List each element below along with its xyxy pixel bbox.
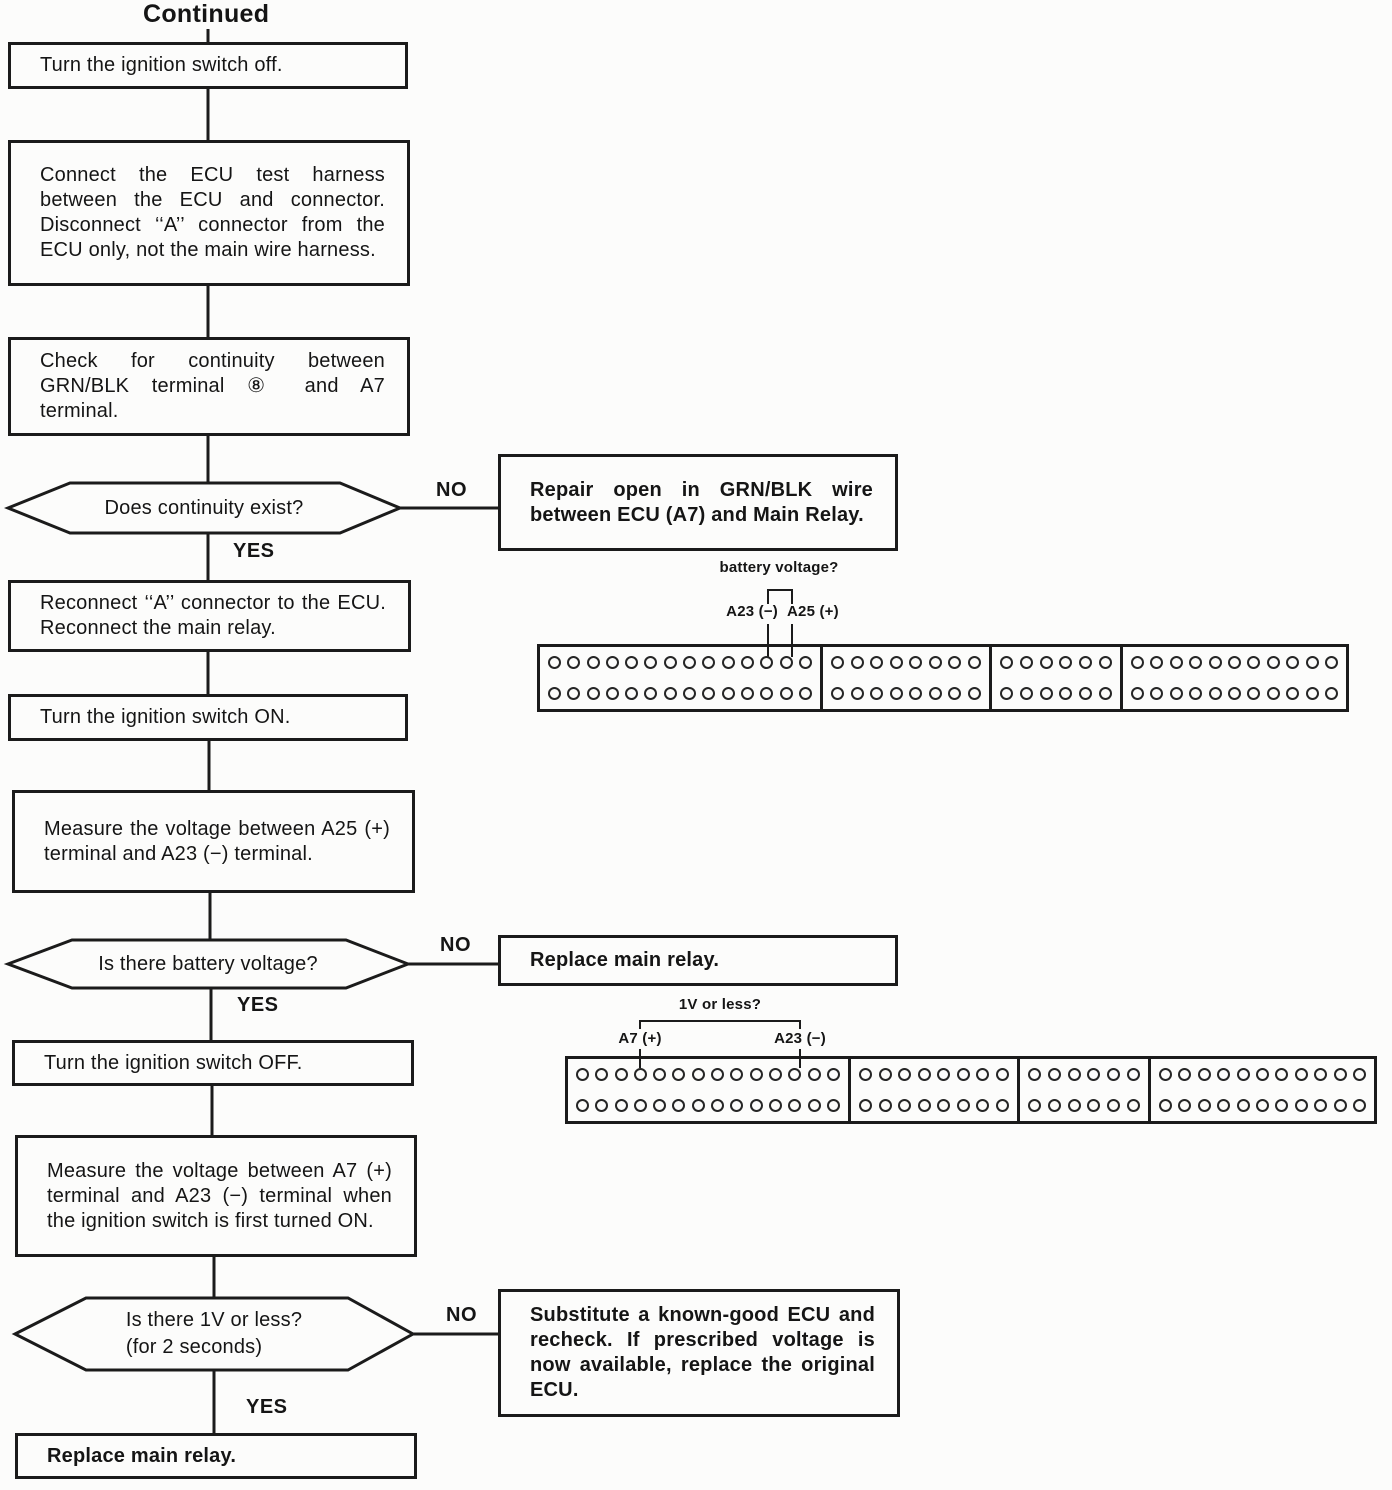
connector-pin bbox=[1178, 1068, 1191, 1081]
connector-pin bbox=[1198, 1068, 1211, 1081]
connector-pin bbox=[1189, 656, 1202, 669]
connector-pin bbox=[1000, 656, 1013, 669]
connector-pin bbox=[1048, 1068, 1061, 1081]
connector-pin-row bbox=[1159, 1068, 1366, 1081]
connector-pin bbox=[918, 1068, 931, 1081]
connector-pin-row bbox=[859, 1068, 1009, 1081]
connector-pin bbox=[831, 687, 844, 700]
connector-pin bbox=[1353, 1068, 1366, 1081]
connector-pin bbox=[827, 1099, 840, 1112]
connector-pin bbox=[606, 656, 619, 669]
connector-section bbox=[537, 644, 823, 712]
pin-label-a23: A23 (−) bbox=[726, 603, 778, 620]
connector-pin bbox=[1087, 1099, 1100, 1112]
connector-pin bbox=[769, 1068, 782, 1081]
connector-pin bbox=[1028, 1068, 1041, 1081]
connector-pin bbox=[909, 656, 922, 669]
connector-pin bbox=[615, 1068, 628, 1081]
connector-pin bbox=[1107, 1099, 1120, 1112]
connector-pin bbox=[1334, 1099, 1347, 1112]
connector-section bbox=[848, 1056, 1020, 1124]
connector-section bbox=[820, 644, 992, 712]
no-label: NO bbox=[436, 479, 467, 501]
connector-pin bbox=[996, 1068, 1009, 1081]
connector-pin bbox=[1178, 1099, 1191, 1112]
connector-pin bbox=[595, 1099, 608, 1112]
connector-pin bbox=[769, 1099, 782, 1112]
connector-pin bbox=[788, 1099, 801, 1112]
connector-pin bbox=[1295, 1068, 1308, 1081]
connector-pin bbox=[722, 687, 735, 700]
step-ignition-on bbox=[8, 694, 408, 741]
connector-pin bbox=[692, 1099, 705, 1112]
connector-pin bbox=[1170, 656, 1183, 669]
connector-pin bbox=[976, 1099, 989, 1112]
connector-pin bbox=[587, 687, 600, 700]
connector-pin bbox=[664, 687, 677, 700]
connector-pin bbox=[1275, 1068, 1288, 1081]
connector-pin bbox=[653, 1099, 666, 1112]
step-ignition-off-again bbox=[12, 1040, 414, 1086]
connector-pin-row bbox=[1028, 1099, 1140, 1112]
step-turn-ignition-off bbox=[8, 42, 408, 89]
step-measure-a25-a23 bbox=[12, 790, 415, 893]
connector-pin bbox=[702, 687, 715, 700]
connector-pin bbox=[1127, 1099, 1140, 1112]
yes-label: YES bbox=[237, 994, 279, 1016]
connector-pin-row bbox=[576, 1099, 840, 1112]
connector-pin bbox=[1189, 687, 1202, 700]
connector-pin bbox=[870, 656, 883, 669]
yes-label: YES bbox=[233, 540, 275, 562]
connector-pin bbox=[1159, 1099, 1172, 1112]
connector-section bbox=[1148, 1056, 1377, 1124]
connector-pin bbox=[1267, 656, 1280, 669]
connector-pin bbox=[1170, 687, 1183, 700]
connector-pin bbox=[918, 1099, 931, 1112]
connector-pin bbox=[996, 1099, 1009, 1112]
connector-pin bbox=[890, 687, 903, 700]
connector-pin bbox=[644, 656, 657, 669]
outcome-repair-grn-blk-wire bbox=[498, 454, 898, 551]
connector-pin bbox=[1228, 656, 1241, 669]
connector-pin bbox=[615, 1099, 628, 1112]
connector-pin-row bbox=[859, 1099, 1009, 1112]
connector-pin-row bbox=[1000, 687, 1112, 700]
connector-pin bbox=[827, 1068, 840, 1081]
connector-pin bbox=[948, 656, 961, 669]
decision-1v-or-less bbox=[15, 1298, 413, 1370]
connector-pin bbox=[1150, 687, 1163, 700]
connector-pin bbox=[1020, 656, 1033, 669]
connector-pin bbox=[780, 687, 793, 700]
connector-pin-row bbox=[831, 687, 981, 700]
connector-pin bbox=[760, 687, 773, 700]
connector-pin bbox=[683, 656, 696, 669]
connector-pin bbox=[730, 1068, 743, 1081]
connector-pin bbox=[1295, 1099, 1308, 1112]
decision-text bbox=[126, 1307, 302, 1361]
connector-pin bbox=[968, 656, 981, 669]
connector-pin bbox=[711, 1099, 724, 1112]
step-text: Measure the voltage between A7 (+) terminal and A23 (−) terminal when the ignition switch is first turned ON. bbox=[47, 1159, 392, 1232]
pin-label-a25: A25 (+) bbox=[787, 603, 839, 620]
step-text: Connect the ECU test harness between the ECU and connector. Disconnect ‘‘A’’ connector from the ECU only, not the main wire harness. bbox=[40, 164, 385, 261]
decision-text: Does continuity exist? bbox=[104, 496, 304, 519]
connector-caption-1v-or-less: 1V or less? bbox=[678, 996, 762, 1013]
connector-section bbox=[989, 644, 1123, 712]
connector-pin bbox=[1107, 1068, 1120, 1081]
connector-pin bbox=[898, 1099, 911, 1112]
connector-pin bbox=[1267, 687, 1280, 700]
step-measure-a7-a23 bbox=[15, 1135, 417, 1257]
connector-pin bbox=[1000, 687, 1013, 700]
connector-pin bbox=[968, 687, 981, 700]
connector-pin bbox=[879, 1068, 892, 1081]
connector-pin bbox=[730, 1099, 743, 1112]
outcome-text: Substitute a known-good ECU and recheck. If prescribed voltage is now available, replace the original ECU. bbox=[530, 1304, 875, 1401]
connector-pin bbox=[1209, 656, 1222, 669]
connector-pin bbox=[1209, 687, 1222, 700]
page-title: Continued bbox=[143, 0, 270, 28]
connector-pin-row bbox=[548, 687, 812, 700]
pin-label-a7: A7 (+) bbox=[618, 1030, 662, 1047]
connector-pin bbox=[1237, 1068, 1250, 1081]
connector-pin bbox=[606, 687, 619, 700]
connector-pin bbox=[634, 1068, 647, 1081]
connector-pin bbox=[702, 656, 715, 669]
connector-pin bbox=[799, 687, 812, 700]
connector-pin bbox=[683, 687, 696, 700]
connector-pin bbox=[1040, 687, 1053, 700]
connector-pin bbox=[1159, 1068, 1172, 1081]
decision-line2: (for 2 seconds) bbox=[125, 1336, 263, 1358]
ecu-connector-diagram-1v-or-less bbox=[565, 1056, 1380, 1124]
connector-pin bbox=[1217, 1099, 1230, 1112]
connector-pin bbox=[799, 656, 812, 669]
connector-pin bbox=[711, 1068, 724, 1081]
step-connect-test-harness bbox=[8, 140, 410, 286]
step-text: Measure the voltage between A25 (+) terminal and A23 (−) terminal. bbox=[44, 817, 390, 865]
connector-pin bbox=[595, 1068, 608, 1081]
step-text: Turn the ignition switch OFF. bbox=[44, 1051, 303, 1074]
connector-pin bbox=[1256, 1099, 1269, 1112]
connector-pin bbox=[1068, 1099, 1081, 1112]
connector-pin bbox=[1217, 1068, 1230, 1081]
connector-pin bbox=[1334, 1068, 1347, 1081]
connector-pin bbox=[909, 687, 922, 700]
step-reconnect-a-connector bbox=[8, 580, 411, 652]
connector-pin bbox=[957, 1099, 970, 1112]
connector-pin bbox=[576, 1099, 589, 1112]
connector-pin-row bbox=[1028, 1068, 1140, 1081]
connector-pin bbox=[929, 687, 942, 700]
connector-pin bbox=[890, 656, 903, 669]
step-replace-main-relay-final bbox=[15, 1433, 417, 1479]
connector-pin bbox=[1275, 1099, 1288, 1112]
connector-pin bbox=[653, 1068, 666, 1081]
connector-section bbox=[1120, 644, 1349, 712]
connector-pin bbox=[634, 1099, 647, 1112]
connector-pin bbox=[625, 656, 638, 669]
connector-pin bbox=[870, 687, 883, 700]
connector-pin bbox=[780, 656, 793, 669]
decision-battery-voltage bbox=[8, 940, 408, 988]
connector-pin-row bbox=[831, 656, 981, 669]
connector-pin bbox=[1028, 1099, 1041, 1112]
connector-pin-row bbox=[576, 1068, 840, 1081]
connector-pin bbox=[1079, 687, 1092, 700]
connector-pin bbox=[1150, 656, 1163, 669]
connector-pin bbox=[1306, 656, 1319, 669]
yes-label: YES bbox=[246, 1396, 288, 1418]
connector-pin bbox=[851, 687, 864, 700]
connector-pin bbox=[644, 687, 657, 700]
connector-pin bbox=[672, 1099, 685, 1112]
step-text: Reconnect ‘‘A’’ connector to the ECU. Reconnect the main relay. bbox=[40, 592, 386, 639]
connector-pin bbox=[750, 1099, 763, 1112]
connector-pin bbox=[957, 1068, 970, 1081]
connector-pin bbox=[1020, 687, 1033, 700]
connector-pin bbox=[1068, 1068, 1081, 1081]
connector-pin bbox=[722, 656, 735, 669]
connector-pin bbox=[948, 687, 961, 700]
connector-pin-row bbox=[1131, 656, 1338, 669]
connector-pin bbox=[576, 1068, 589, 1081]
connector-pin bbox=[672, 1068, 685, 1081]
connector-pin bbox=[1048, 1099, 1061, 1112]
connector-pin bbox=[788, 1068, 801, 1081]
connector-pin bbox=[937, 1068, 950, 1081]
connector-pin bbox=[1131, 656, 1144, 669]
connector-caption-battery-voltage: battery voltage? bbox=[719, 559, 839, 576]
step-text: Turn the ignition switch off. bbox=[40, 54, 283, 76]
connector-pin bbox=[1237, 1099, 1250, 1112]
connector-pin bbox=[1353, 1099, 1366, 1112]
connector-pin bbox=[625, 687, 638, 700]
no-label: NO bbox=[446, 1304, 477, 1326]
connector-pin bbox=[1286, 687, 1299, 700]
decision-line1: Is there 1V or less? bbox=[125, 1309, 303, 1331]
connector-pin bbox=[1131, 687, 1144, 700]
connector-pin bbox=[859, 1099, 872, 1112]
connector-pin bbox=[879, 1099, 892, 1112]
connector-pin bbox=[808, 1099, 821, 1112]
connector-section bbox=[565, 1056, 851, 1124]
connector-pin-row bbox=[1159, 1099, 1366, 1112]
outcome-text: Repair open in GRN/BLK wire between ECU (A7) and Main Relay. bbox=[530, 478, 873, 526]
connector-pin bbox=[567, 656, 580, 669]
connector-pin bbox=[1087, 1068, 1100, 1081]
connector-pin bbox=[567, 687, 580, 700]
connector-pin bbox=[1325, 656, 1338, 669]
connector-pin bbox=[1059, 687, 1072, 700]
step-text: Turn the ignition switch ON. bbox=[40, 706, 291, 728]
connector-pin bbox=[750, 1068, 763, 1081]
connector-pin bbox=[831, 656, 844, 669]
pin-label-a23-2: A23 (−) bbox=[774, 1030, 826, 1047]
connector-pin bbox=[1247, 656, 1260, 669]
outcome-text: Replace main relay. bbox=[530, 949, 720, 971]
connector-pin bbox=[1127, 1068, 1140, 1081]
decision-text: Is there battery voltage? bbox=[98, 952, 318, 975]
connector-pin bbox=[1228, 687, 1241, 700]
connector-pin bbox=[1256, 1068, 1269, 1081]
connector-pin-row bbox=[1131, 687, 1338, 700]
connector-pin bbox=[741, 687, 754, 700]
connector-pin bbox=[1059, 656, 1072, 669]
connector-pin-row bbox=[1000, 656, 1112, 669]
connector-pin bbox=[1099, 656, 1112, 669]
connector-pin bbox=[929, 656, 942, 669]
decision-continuity bbox=[8, 483, 400, 533]
connector-pin bbox=[1306, 687, 1319, 700]
connector-pin bbox=[1247, 687, 1260, 700]
step-text: Replace main relay. bbox=[47, 1444, 237, 1467]
outcome-replace-main-relay bbox=[498, 935, 898, 986]
connector-pin bbox=[1040, 656, 1053, 669]
connector-pin-row bbox=[548, 656, 812, 669]
connector-pin bbox=[1198, 1099, 1211, 1112]
connector-pin bbox=[898, 1068, 911, 1081]
connector-pin bbox=[760, 656, 773, 669]
connector-pin bbox=[937, 1099, 950, 1112]
connector-pin bbox=[808, 1068, 821, 1081]
connector-pin bbox=[664, 656, 677, 669]
connector-pin bbox=[859, 1068, 872, 1081]
ecu-connector-diagram-battery-voltage bbox=[537, 644, 1352, 712]
connector-pin bbox=[1314, 1099, 1327, 1112]
no-label: NO bbox=[440, 934, 471, 956]
connector-pin bbox=[1286, 656, 1299, 669]
step-check-continuity bbox=[8, 337, 410, 436]
connector-pin bbox=[587, 656, 600, 669]
connector-pin bbox=[1099, 687, 1112, 700]
connector-pin bbox=[976, 1068, 989, 1081]
connector-pin bbox=[548, 687, 561, 700]
connector-pin bbox=[1325, 687, 1338, 700]
connector-pin bbox=[1079, 656, 1092, 669]
connector-pin bbox=[741, 656, 754, 669]
step-text: Check for continuity between GRN/BLK terminal ⑧ and A7 terminal. bbox=[40, 350, 385, 422]
connector-pin bbox=[548, 656, 561, 669]
connector-pin bbox=[692, 1068, 705, 1081]
outcome-substitute-ecu bbox=[498, 1289, 900, 1417]
connector-section bbox=[1017, 1056, 1151, 1124]
connector-pin bbox=[1314, 1068, 1327, 1081]
connector-pin bbox=[851, 656, 864, 669]
